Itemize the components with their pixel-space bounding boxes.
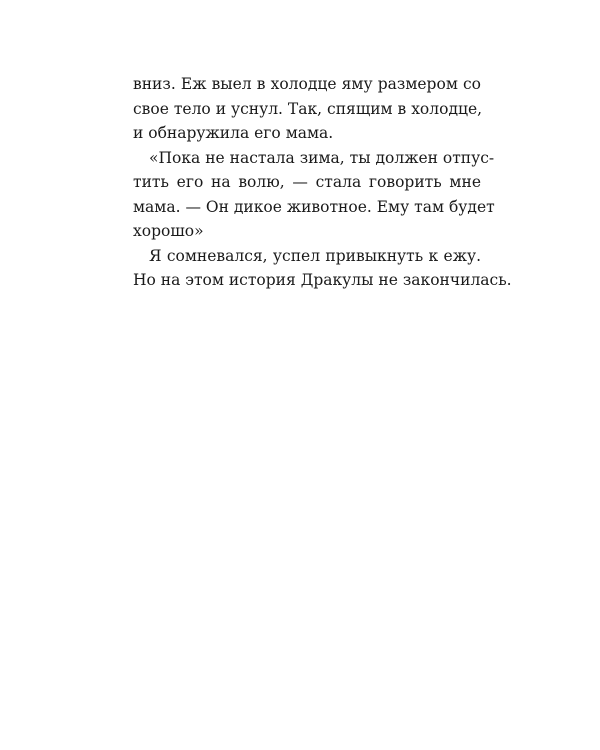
text-line: свое тело и уснул. Так, спящим в холодце,	[133, 99, 483, 118]
text-line: и обнаружила его мама.	[133, 124, 334, 142]
text-line: «Пока не настала зима, ты должен отпус-	[149, 148, 495, 167]
text-line: вниз. Еж выел в холодце яму размером со	[133, 75, 481, 93]
paragraph-3	[133, 244, 512, 293]
text-line: Но на этом история Дракулы не закончилась.	[133, 271, 512, 289]
paragraph-1	[133, 72, 481, 146]
page-text	[133, 72, 512, 293]
paragraph-2	[133, 146, 495, 244]
text-line: тить его на волю, — стала говорить мне	[133, 173, 481, 191]
text-line: мама. — Он дикое животное. Ему там будет	[133, 197, 495, 216]
text-line: Я сомневался, успел привыкнуть к ежу.	[149, 246, 481, 265]
text-line: хорошо»	[133, 222, 204, 240]
